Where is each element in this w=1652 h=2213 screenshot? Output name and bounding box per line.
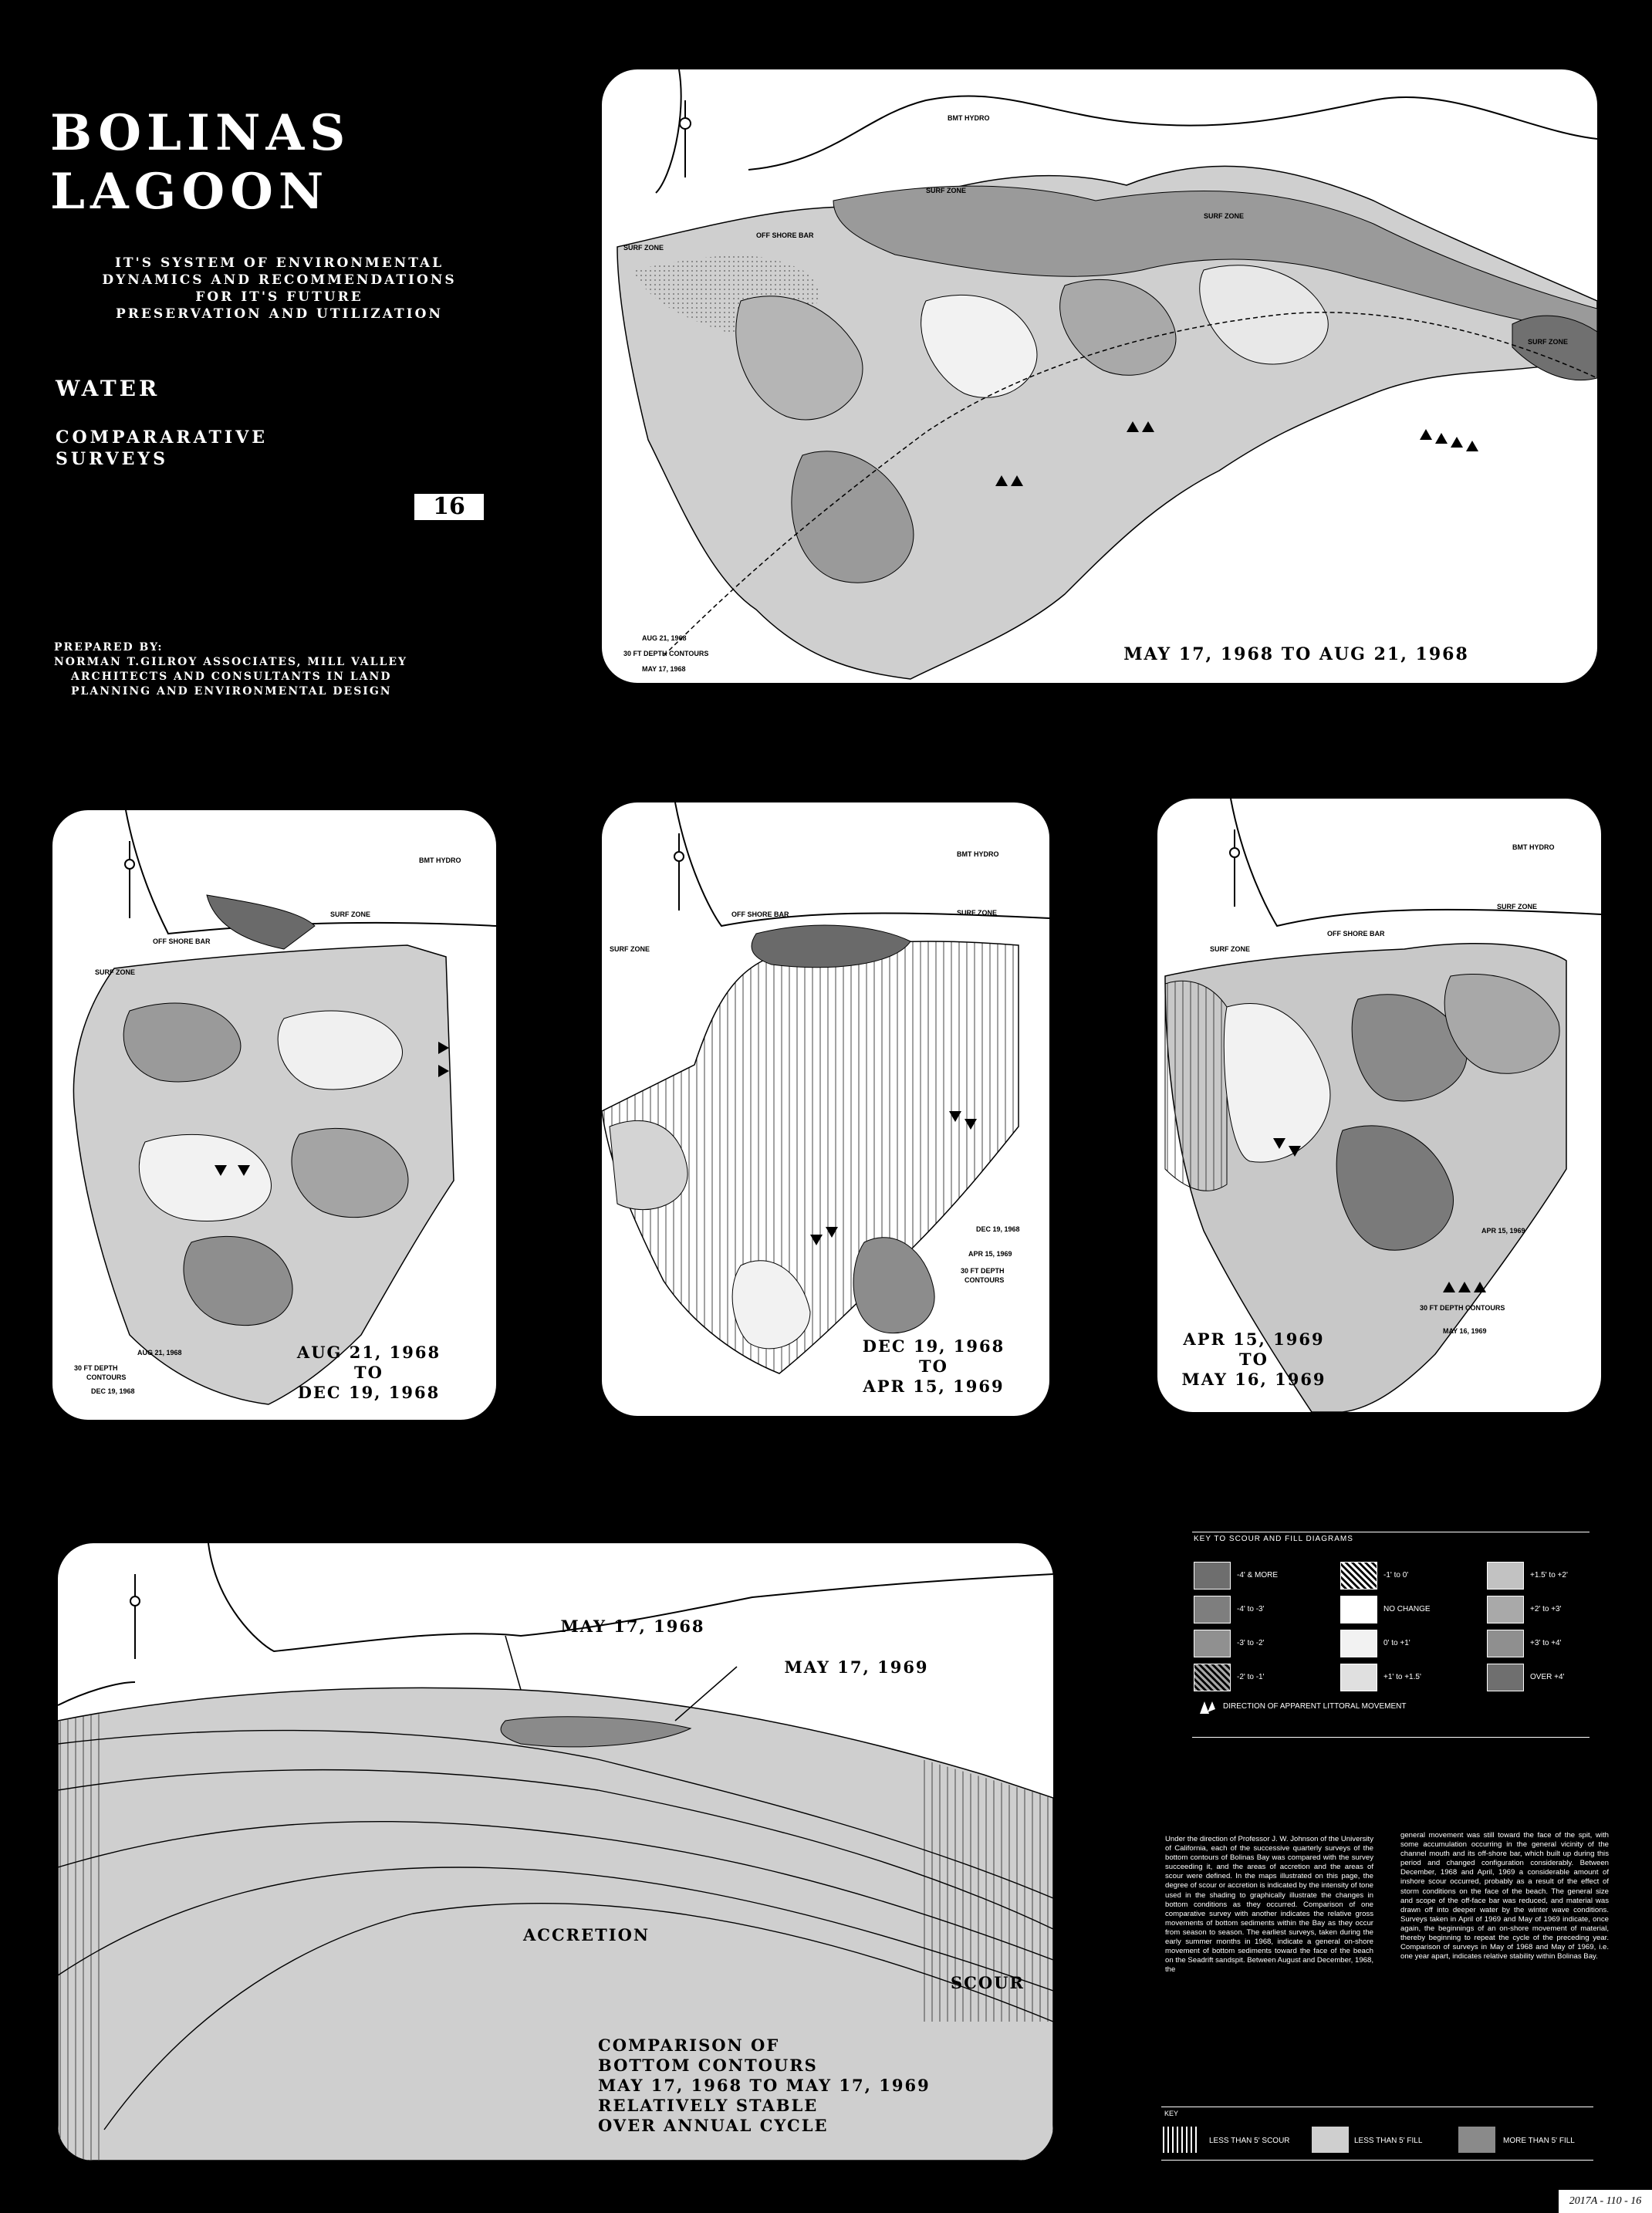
subtitle-line-2: DYNAMICS AND RECOMMENDATIONS: [102, 272, 457, 288]
description-column-1: Under the direction of Professor J. W. Johnson of the University of California, each of the successive quarterly surveys of the bottom contours of Bolinas Bay was compared with the survey succeeding it, and the areas of accretion and the areas of scour were defined. In the maps illustrated on this page, the degree of scour or accretion is indicated by the intensity of tone used in the shading to graphically illustrate the changes in bottom conditions as they occurred. Comparison of one comparative survey with another indicates the relative gross movements of bottom sediments within the Bay as they occur from season to season. The earliest surveys, taken during the early summer months in 1968, indicate a general on-shore movement of bottom sediments toward the face of the beach on the Seadrift sandspit. Between August and December, 1968, the: [1165, 1835, 1373, 1975]
title-line-2: LAGOON: [50, 163, 329, 221]
map-panel-2: [602, 802, 1049, 1416]
map-panel-bottom: [58, 1543, 1053, 2161]
key-swatch-col3-2: [1487, 1630, 1524, 1657]
map-3-caption-line-1: APR 15, 1969: [1183, 1329, 1325, 1349]
key-label-col1-0: -4' & MORE: [1237, 1571, 1279, 1580]
key-swatch-col2-3: [1340, 1664, 1377, 1691]
map-3-label-bmt: BMT HYDRO: [1512, 843, 1555, 851]
map-top-drawing: [602, 69, 1597, 683]
bottom-key-swatch-scour: [1163, 2127, 1200, 2153]
map-bottom-caption-line-3: MAY 17, 1968 TO MAY 17, 1969: [598, 2076, 931, 2095]
key-arrow-label: DIRECTION OF APPARENT LITTORAL MOVEMENT: [1223, 1702, 1407, 1711]
map-top-label-aug: AUG 21, 1968: [642, 634, 687, 642]
key-label-col3-3: OVER +4': [1530, 1673, 1565, 1681]
map-1-label-bmt: BMT HYDRO: [419, 856, 461, 864]
map-2-label-offshore: OFF SHORE BAR: [731, 911, 789, 918]
prepared-by-line-2: ARCHITECTS AND CONSULTANTS IN LAND: [71, 671, 392, 683]
map-top-label-offshore: OFF SHORE BAR: [756, 231, 814, 239]
key-swatch-col3-1: [1487, 1596, 1524, 1623]
map-1-label-aug: AUG 21, 1968: [137, 1349, 182, 1357]
key-label-col2-3: +1' to +1.5': [1383, 1673, 1421, 1681]
title-line-1: BOLINAS: [50, 104, 351, 162]
prepared-by-line-3: PLANNING AND ENVIRONMENTAL DESIGN: [71, 685, 392, 698]
prepared-by-label: PREPARED BY:: [54, 641, 164, 654]
map-bottom-label-may69: MAY 17, 1969: [784, 1657, 929, 1677]
key-label-col2-2: 0' to +1': [1383, 1639, 1410, 1647]
key-swatch-col1-2: [1194, 1630, 1231, 1657]
key-swatch-col3-3: [1487, 1664, 1524, 1691]
map-1-label-contours: CONTOURS: [86, 1373, 127, 1381]
map-top-label-contours: 30 FT DEPTH CONTOURS: [623, 650, 709, 657]
map-2-label-dec: DEC 19, 1968: [976, 1225, 1020, 1233]
map-2-label-apr: APR 15, 1969: [968, 1250, 1012, 1258]
map-1-label-surf1: SURF ZONE: [330, 911, 371, 918]
prepared-by: [54, 640, 517, 699]
map-panel-top: [602, 69, 1597, 683]
key-label-col1-1: -4' to -3': [1237, 1605, 1265, 1613]
bottom-key: [1161, 2107, 1593, 2161]
bottom-key-title: KEY: [1164, 2110, 1179, 2117]
map-bottom-caption-line-1: COMPARISON OF: [598, 2036, 780, 2055]
subtitle-line-3: FOR IT'S FUTURE: [195, 289, 363, 305]
bottom-key-swatch-morefill: [1458, 2127, 1495, 2153]
map-1-caption-line-1: AUG 21, 1968: [296, 1343, 441, 1362]
bottom-key-scour-label: LESS THAN 5' SCOUR: [1209, 2137, 1290, 2145]
map-1-drawing: [52, 810, 496, 1420]
map-top-label-may: MAY 17, 1968: [642, 665, 686, 673]
key-label-col2-0: -1' to 0': [1383, 1571, 1409, 1580]
bottom-key-morefill-label: MORE THAN 5' FILL: [1503, 2137, 1575, 2145]
key-label-col3-0: +1.5' to +2': [1530, 1571, 1568, 1580]
map-1-caption: [284, 1343, 454, 1403]
key-label-col2-1: NO CHANGE: [1383, 1605, 1431, 1613]
map-panel-1: [52, 810, 496, 1420]
map-top-label-surf2: SURF ZONE: [1204, 212, 1245, 220]
key-label-col3-2: +3' to +4': [1530, 1639, 1562, 1647]
map-bottom-label-accretion: ACCRETION: [522, 1925, 650, 1944]
description-column-2: general movement was still toward the face of the spit, with some accumulation occurring in the general vicinity of the channel mouth and its off-shore bar, which built up during this period and changed configuration considerably. Between December, 1968 and April, 1969 a considerable amount of inshore scour occurred, probably as a result of the effect of storm conditions on the face of the beach. The general size and scope of the off-face bar was reduced, and material was drawn off into deeper water by the winter wave conditions. Surveys taken in April of 1969 and May of 1969 indicate, once again, the beginnings of an on-shore movement of material, thereby beginning to repeat the cycle of the preceding year. Comparison of surveys in May of 1968 and May of 1969, i.e. one year apart, indicates relative stability within Bolinas Bay.: [1400, 1831, 1609, 1961]
map-3-drawing: [1157, 799, 1601, 1412]
key-label-col1-2: -3' to -2': [1237, 1639, 1265, 1647]
map-3-caption-line-3: MAY 16, 1969: [1181, 1370, 1326, 1389]
archive-stamp: 2017A - 110 - 16: [1559, 2190, 1652, 2213]
map-top-label-bmt: BMT HYDRO: [948, 114, 990, 122]
map-1-label-offshore: OFF SHORE BAR: [153, 938, 211, 945]
map-panel-3: [1157, 799, 1601, 1412]
map-2-caption: [833, 1336, 1034, 1397]
key-swatch-col1-3: [1194, 1664, 1231, 1691]
key-label-col3-1: +2' to +3': [1530, 1605, 1562, 1613]
key-swatch-col2-2: [1340, 1630, 1377, 1657]
map-1-label-surf2: SURF ZONE: [95, 968, 136, 976]
map-1-caption-line-3: DEC 19, 1968: [297, 1383, 441, 1402]
map-2-label-contours: CONTOURS: [965, 1276, 1005, 1284]
map-3-caption: [1165, 1329, 1343, 1390]
subtitle-line-1: IT'S SYSTEM OF ENVIRONMENTAL: [114, 255, 444, 271]
map-1-label-depth: 30 FT DEPTH: [74, 1364, 118, 1372]
page-title: [50, 104, 513, 221]
subtitle: [48, 255, 511, 323]
map-bottom-caption-line-2: BOTTOM CONTOURS: [598, 2056, 818, 2075]
prepared-by-line-1: NORMAN T.GILROY ASSOCIATES, MILL VALLEY: [54, 656, 407, 668]
map-1-label-dec: DEC 19, 1968: [91, 1387, 135, 1395]
key-swatch-col1-1: [1194, 1596, 1231, 1623]
map-3-label-apr: APR 15, 1969: [1481, 1227, 1525, 1235]
map-top-label-surf1: SURF ZONE: [926, 187, 967, 194]
map-3-label-surf2: SURF ZONE: [1210, 945, 1251, 953]
map-2-caption-line-2: TO: [919, 1357, 948, 1376]
arrow-icon: [1198, 1697, 1217, 1715]
key-title: KEY TO SCOUR AND FILL DIAGRAMS: [1194, 1535, 1353, 1543]
map-3-label-surf1: SURF ZONE: [1497, 903, 1538, 911]
key-grid: [1194, 1562, 1591, 1701]
map-3-label-offshore: OFF SHORE BAR: [1327, 930, 1385, 938]
map-top-caption: MAY 17, 1968 TO AUG 21, 1968: [1123, 644, 1469, 664]
map-bottom-caption-line-4: RELATIVELY STABLE: [598, 2096, 819, 2115]
map-2-caption-line-3: APR 15, 1969: [863, 1377, 1005, 1396]
map-bottom-label-scour: SCOUR: [951, 1973, 1025, 1992]
map-2-label-surf1: SURF ZONE: [957, 909, 998, 917]
key-swatch-col1-0: [1194, 1562, 1231, 1590]
key-label-col1-3: -2' to -1': [1237, 1673, 1265, 1681]
key-swatch-col2-0: [1340, 1562, 1377, 1590]
subsection-line-2: SURVEYS: [56, 449, 169, 469]
scour-fill-key: [1192, 1532, 1590, 1738]
bottom-key-swatch-fill: [1312, 2127, 1349, 2153]
map-2-label-bmt: BMT HYDRO: [957, 850, 999, 858]
map-2-label-surf2: SURF ZONE: [610, 945, 650, 953]
map-2-caption-line-1: DEC 19, 1968: [862, 1336, 1005, 1356]
plate-number: 16: [414, 494, 484, 520]
section-heading: WATER: [56, 376, 160, 401]
key-swatch-col2-1: [1340, 1596, 1377, 1623]
map-2-label-depth: 30 FT DEPTH: [961, 1267, 1005, 1275]
map-3-caption-line-2: TO: [1239, 1350, 1269, 1369]
map-3-label-may: MAY 16, 1969: [1443, 1327, 1487, 1335]
map-3-label-contours: 30 FT DEPTH CONTOURS: [1420, 1304, 1505, 1312]
subsection-line-1: COMPARARATIVE: [56, 427, 269, 448]
map-bottom-label-may68: MAY 17, 1968: [560, 1617, 705, 1636]
map-bottom-caption-line-5: OVER ANNUAL CYCLE: [598, 2116, 829, 2135]
map-bottom-caption: [598, 2036, 1030, 2136]
key-swatch-col3-0: [1487, 1562, 1524, 1590]
subsection-heading: [56, 427, 268, 470]
map-top-label-surf3: SURF ZONE: [623, 244, 664, 252]
map-top-label-surf4: SURF ZONE: [1528, 338, 1569, 346]
map-2-drawing: [602, 802, 1049, 1416]
bottom-key-fill-label: LESS THAN 5' FILL: [1354, 2137, 1423, 2145]
map-1-caption-line-2: TO: [354, 1363, 383, 1382]
subtitle-line-4: PRESERVATION AND UTILIZATION: [116, 306, 443, 322]
